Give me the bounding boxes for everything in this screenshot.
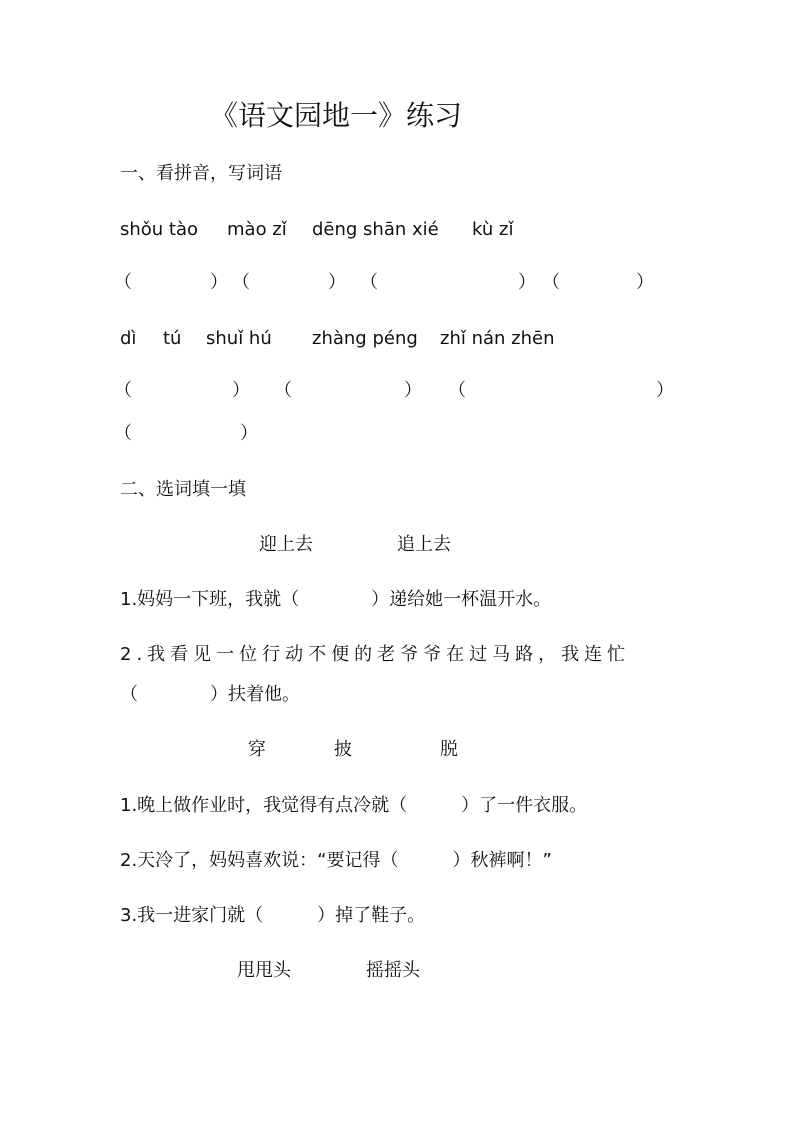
answer-blank-close: ）: [518, 272, 536, 293]
page-title: 《语文园地一》练习: [210, 99, 463, 132]
word-choice: 穿: [248, 739, 266, 760]
question-2: 2.天冷了，妈妈喜欢说：“要记得（ ）秋裤啊！”: [120, 850, 552, 871]
pinyin-tu: tú: [163, 328, 182, 349]
answer-blank-open: （: [448, 380, 466, 401]
answer-blank-open: （: [114, 380, 132, 401]
section1-heading: 一、看拼音，写词语: [120, 163, 282, 184]
pinyin-ku-zi: kù zǐ: [472, 219, 514, 240]
question-2-line1: 2.我看见一位行动不便的老爷爷在过马路，我连忙: [120, 644, 631, 665]
pinyin-di: dì: [120, 328, 137, 349]
word-choice: 追上去: [397, 534, 451, 555]
word-choice: 脱: [440, 739, 458, 760]
question-3: 3.我一进家门就（ ）掉了鞋子。: [120, 905, 426, 926]
answer-blank-open: （: [232, 272, 250, 293]
pinyin-shui-hu: shuǐ hú: [206, 328, 272, 349]
answer-blank-open: （: [114, 423, 132, 444]
question-1: 1.晚上做作业时，我觉得有点冷就（ ）了一件衣服。: [120, 795, 588, 816]
section2-heading: 二、选词填一填: [120, 479, 246, 500]
word-choice: 甩甩头: [237, 960, 291, 981]
pinyin-deng-shan-xie: dēng shān xié: [312, 219, 439, 240]
question-2-line2: （ ）扶着他。: [120, 684, 300, 705]
answer-blank-close: ）: [656, 380, 674, 401]
pinyin-zhang-peng: zhàng péng: [312, 328, 418, 349]
answer-blank-close: ）: [636, 272, 654, 293]
word-choice: 披: [334, 739, 352, 760]
answer-blank-open: （: [360, 272, 378, 293]
pinyin-zhi-nan-zhen: zhǐ nán zhēn: [440, 328, 555, 349]
answer-blank-close: ）: [328, 272, 346, 293]
answer-blank-close: ）: [404, 380, 422, 401]
answer-blank-close: ）: [210, 272, 228, 293]
answer-blank-close: ）: [232, 380, 250, 401]
answer-blank-open: （: [274, 380, 292, 401]
pinyin-shou-tao: shǒu tào: [120, 219, 199, 240]
answer-blank-close: ）: [240, 423, 258, 444]
answer-blank-open: （: [542, 272, 560, 293]
pinyin-mao-zi: mào zǐ: [227, 219, 287, 240]
answer-blank-open: （: [114, 272, 132, 293]
question-1: 1.妈妈一下班，我就（ ）递给她一杯温开水。: [120, 589, 552, 610]
word-choice: 迎上去: [259, 534, 313, 555]
word-choice: 摇摇头: [366, 960, 420, 981]
